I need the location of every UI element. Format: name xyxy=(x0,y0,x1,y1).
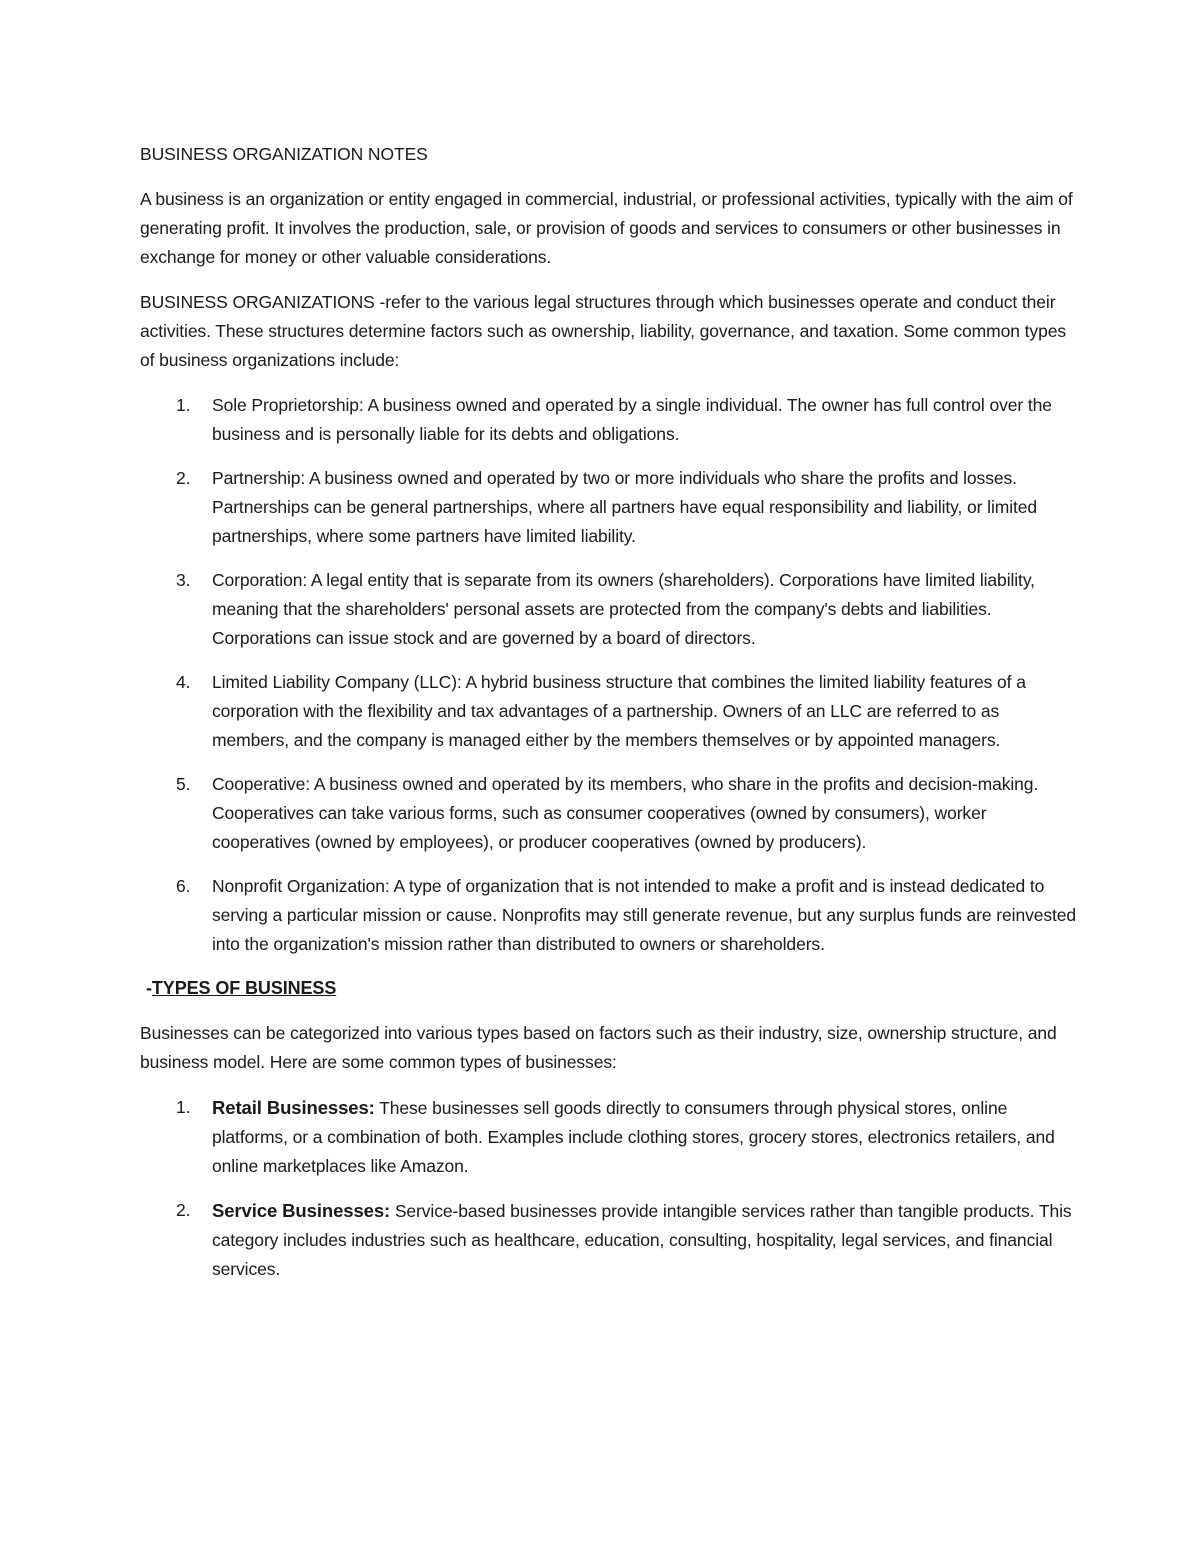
list-item-term: Service Businesses: xyxy=(212,1200,391,1221)
list-number: 5. xyxy=(176,774,191,794)
list-item xyxy=(140,391,1080,449)
list-item-text: Partnership: A business owned and operated by two or more individuals who share the profits and losses. Partnerships can be general partnerships, where all partners have equal responsibility and liability, or limited partnerships, where some partners have limited liability. xyxy=(212,468,1038,546)
list-number: 1. xyxy=(176,1097,191,1117)
list-number: 2. xyxy=(176,1200,191,1220)
list-item-text: Limited Liability Company (LLC): A hybrid business structure that combines the limited liability features of a corporation with the flexibility and tax advantages of a partnership. Owners of an LLC are referred to as members, and the company is managed either by the members themselves or by appointed managers. xyxy=(212,672,1026,750)
list-number: 3. xyxy=(176,570,191,590)
list-item-text: Sole Proprietorship: A business owned and operated by a single individual. The owner has full control over the business and is personally liable for its debts and obligations. xyxy=(212,395,1052,444)
list-item-text: These businesses sell goods directly to consumers through physical stores, online platforms, or a combination of both. Examples include clothing stores, grocery stores, electronics retailers, and online marketplaces like Amazon. xyxy=(212,1098,1055,1176)
list-item xyxy=(140,1196,1080,1284)
heading-text: TYPES OF BUSINESS xyxy=(151,978,337,998)
list-number: 6. xyxy=(176,876,191,896)
list-number: 1. xyxy=(176,395,191,415)
list-item xyxy=(140,872,1080,959)
list-number: 4. xyxy=(176,672,191,692)
business-types-list xyxy=(140,1093,1080,1284)
types-of-business-heading xyxy=(146,974,1080,1003)
list-item-text: Cooperative: A business owned and operated by its members, who share in the profits and decision-making. Cooperatives can take various forms, such as consumer cooperatives (owned by consumers), worker cooperatives (owned by employees), or producer cooperatives (owned by producers). xyxy=(212,774,1039,852)
document-title: BUSINESS ORGANIZATION NOTES xyxy=(140,144,428,164)
list-item xyxy=(140,566,1080,653)
document-page xyxy=(140,140,1080,1299)
list-item-text: Nonprofit Organization: A type of organization that is not intended to make a profit and is instead dedicated to serving a particular mission or cause. Nonprofits may still generate revenue, but any surplus funds are reinvested into the organization's mission rather than distributed to owners or shareholders. xyxy=(212,876,1077,954)
organization-types-list xyxy=(140,391,1080,959)
list-item xyxy=(140,668,1080,755)
list-item-term: Retail Businesses: xyxy=(212,1097,375,1118)
intro-paragraph: A business is an organization or entity engaged in commercial, industrial, or professional activities, typically with the aim of generating profit. It involves the production, sale, or provision of goods and services to consumers or other businesses in exchange for money or other valuable considerations. xyxy=(140,189,1073,267)
organizations-intro-paragraph: BUSINESS ORGANIZATIONS -refer to the various legal structures through which businesses operate and conduct their activities. These structures determine factors such as ownership, liability, governance, and taxation. Some common types of business organizations include: xyxy=(140,292,1066,370)
list-item xyxy=(140,1093,1080,1181)
types-intro-paragraph: Businesses can be categorized into various types based on factors such as their industry, size, ownership structure, and business model. Here are some common types of businesses: xyxy=(140,1023,1057,1072)
list-item-text: Corporation: A legal entity that is separate from its owners (shareholders). Corporations have limited liability, meaning that the shareholders' personal assets are protected from the company's debts and liabilities. Corporations can issue stock and are governed by a board of directors. xyxy=(212,570,1035,648)
list-item-text: Service-based businesses provide intangible services rather than tangible products. This category includes industries such as healthcare, education, consulting, hospitality, legal services, and financial services. xyxy=(212,1201,1072,1279)
list-item xyxy=(140,770,1080,857)
list-number: 2. xyxy=(176,468,191,488)
list-item xyxy=(140,464,1080,551)
heading-prefix: - xyxy=(146,978,152,998)
